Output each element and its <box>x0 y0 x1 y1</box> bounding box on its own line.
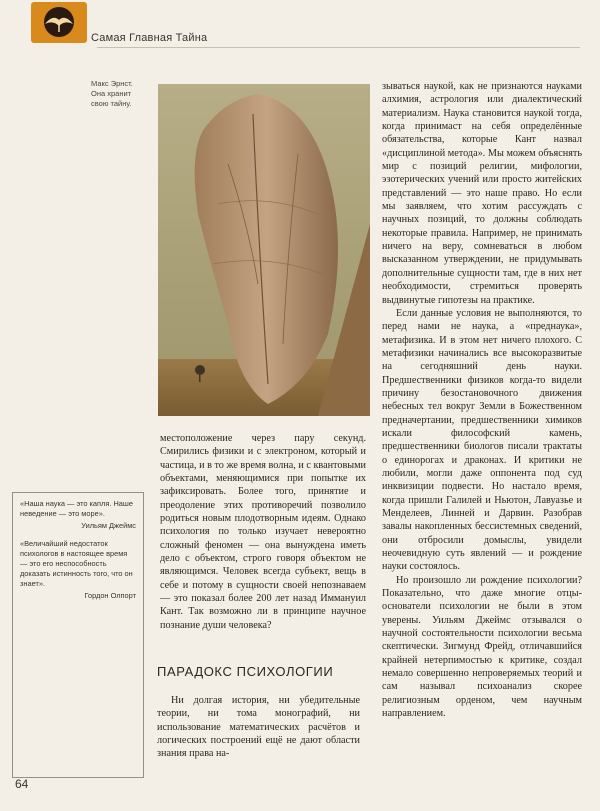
sidebar-quote-author: Гордон Олпорт <box>84 591 136 600</box>
article-paragraph: Но произошло ли рождение психологии? Показательно, что даже многие отцы-основатели психологии не были в этом уверены. Уильям Джеймс отзывался о научной состоятельности психологии весьма скептически. Зигмунд Фрейд, отличавшийся крайней нетерпимостью к критике, создал немало совершенно непроверяемых теорий и сам называл психоанализ скорее религиозным орденом, чем научным направлением. <box>382 574 582 720</box>
article-column-right <box>382 80 582 721</box>
article-column-left-bottom <box>157 694 360 761</box>
article-paragraph: зываться наукой, как не признаются науками алхимия, астрология или диалектический материализм. Наука становится наукой тогда, когда принимаст на себя определённые обязательства, которые Кант назвал «дисциплиной метода». Мы можем объяснять мир с позиций религии, мифологии, эзотерических учений или просто житейских представлений — это наше право. Но если мы заявляем, что хотим рассуждать с научных позиций, то должны соблюдать некоторые правила. Например, не принимать ничего на веру, сомневаться в любом высказанном утверждении, не придумывать дополнительные сущности там, где в них нет необходимости, стремиться проверять выдвинутые гипотезы на практике. <box>382 81 582 306</box>
bird-emblem-icon <box>31 2 87 43</box>
painting-illustration <box>158 84 370 416</box>
caption-line: Макс Эрнст. <box>91 79 133 88</box>
article-paragraph: местоположение через пару секунд. Смирились физики и с электроном, который и частица, и в то же время волна, и с квантовыми объектами, меняющимися при попытке их зафиксировать. Более того, принятие и преодоление этих противоречий позволило родиться новым плодотворным идеям. Однако психология по только изучает невероятно сложный феномен — она вынуждена иметь дело с объектом, строго говоря объектом не являющимся. Человек всегда субъект, вещь в себе и потому в сущности своей непознаваем — это показал более 200 лет назад Иммануил Кант. Так возможно ли в принципе научное познание души человека? <box>160 433 367 631</box>
running-title: Самая Главная Тайна <box>91 32 208 44</box>
page-number: 64 <box>15 777 29 791</box>
header-rule <box>97 47 580 48</box>
quote-sidebar <box>12 492 144 778</box>
article-column-left-top <box>160 432 366 632</box>
image-caption <box>91 79 151 109</box>
article-paragraph: Если данные условия не выполняются, то перед нами не наука, а «преднаука», метафизика. И в этом нет ничего плохого. С метафизики начинались все высокоразвитые на сегодняшний день науки. Предшественники физиков когда-то видели причину безостановочного движения небесных тел вокруг Земли в Божественном предначертании, предшественники химиков искали философский камень, предшественники биологов писали трактаты о единорогах и драконах. И критики не любили, могли даже оппонента под суд инквизиции подвести. Но настало время, когда пришли Галилей и Ньютон, Лавуазье и Менделеев, Линней и Дарвин. Разобрав завалы накопленных бессистемных сведений, они отбросили домыслы, увидели неочевидную суть явлений — и рождение науки состоялось. <box>382 307 582 573</box>
section-heading: ПАРАДОКС ПСИХОЛОГИИ <box>157 664 334 679</box>
caption-line: свою тайну. <box>91 99 132 108</box>
article-paragraph: Ни долгая история, ни убедительные теории, ни тома монографий, ни использование математических расчётов и логических построений ещё не дают области знания права на- <box>157 695 360 760</box>
sidebar-quote: «Величайший недостаток психологов в настоящее время — это его неспособность доказать истинность того, что он знает». <box>20 539 133 588</box>
caption-line: Она хранит <box>91 89 132 98</box>
sidebar-quote: «Наша наука — это капля. Наше неведение — это море». <box>20 499 133 518</box>
sidebar-quote-author: Уильям Джеймс <box>81 521 136 530</box>
